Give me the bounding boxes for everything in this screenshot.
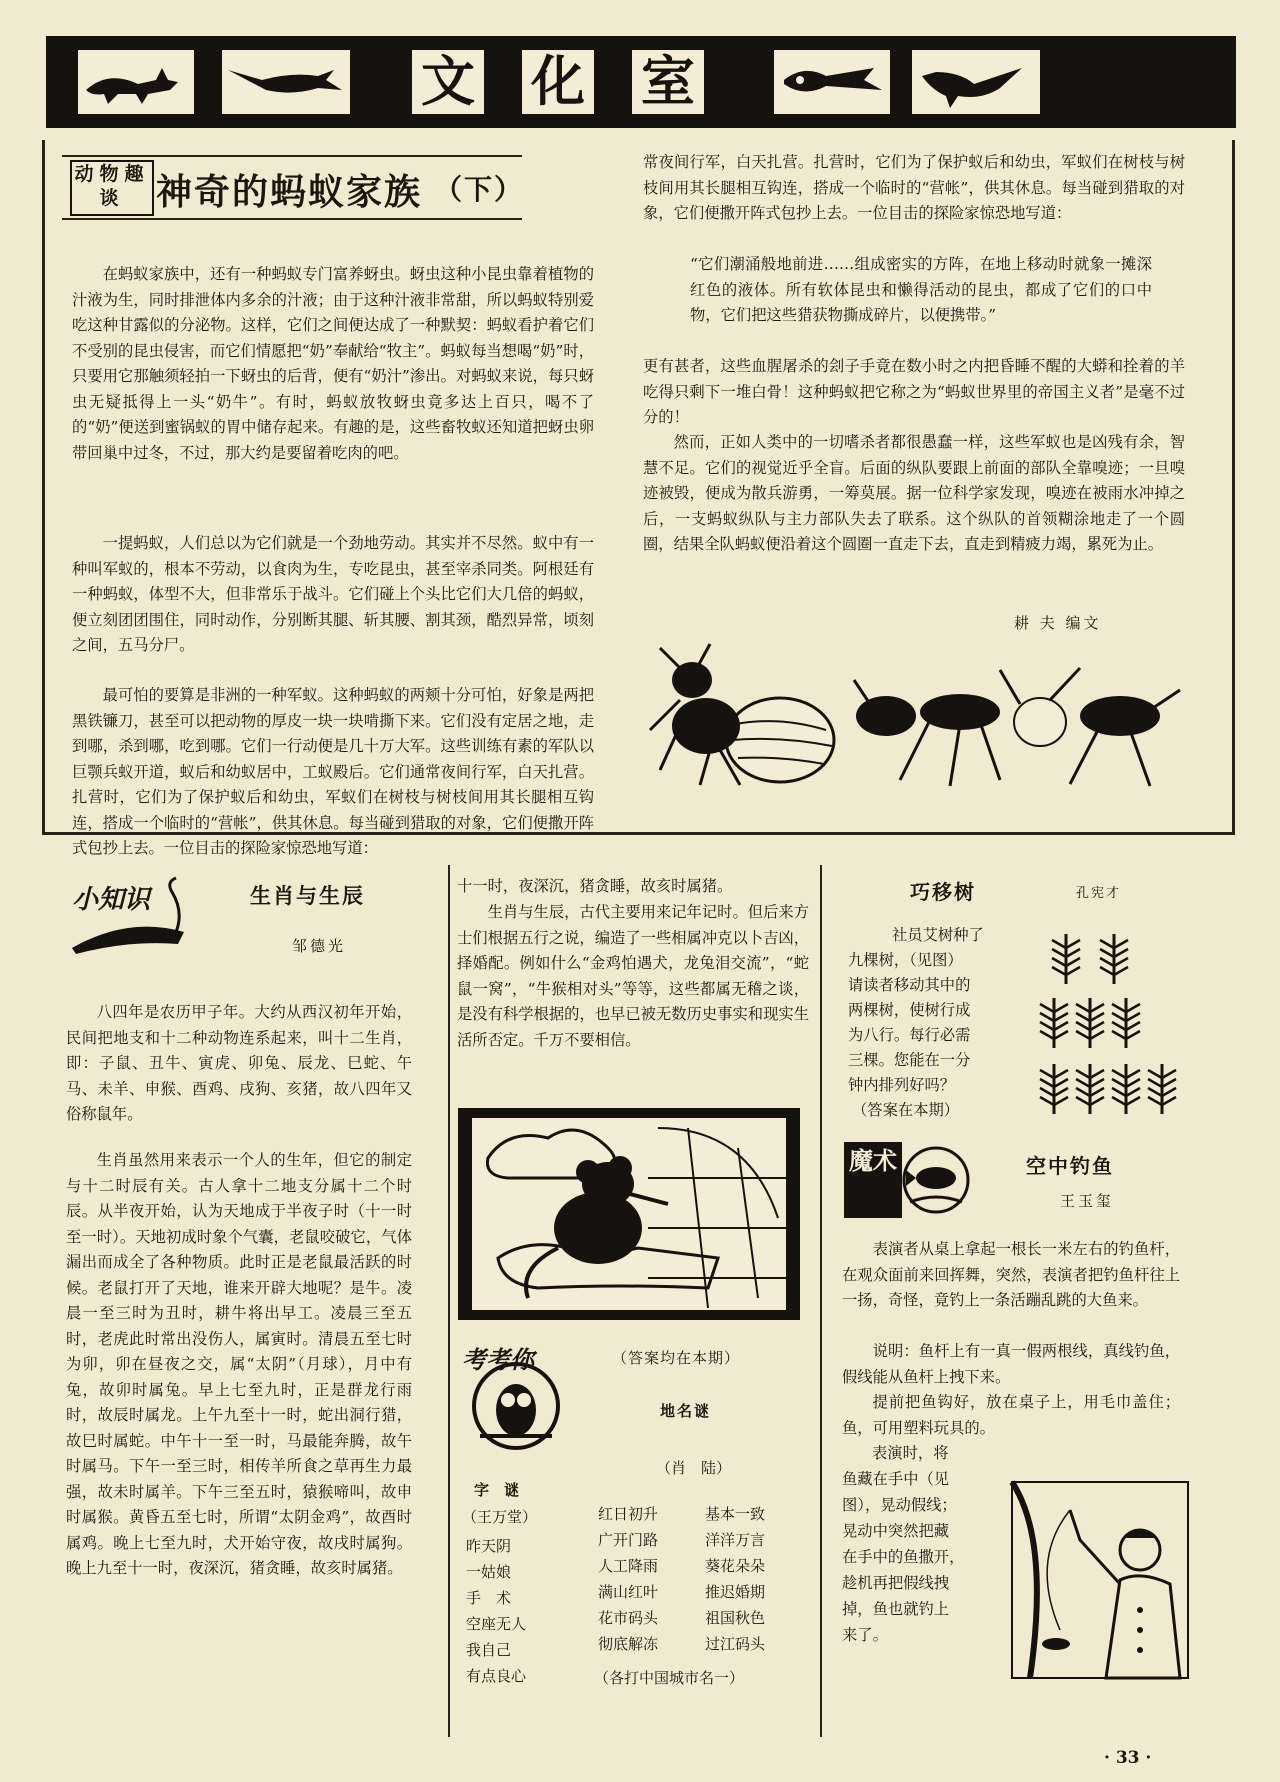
ant-illustration-2 <box>850 660 1190 790</box>
zodiac-author: 邹德光 <box>292 937 347 955</box>
banner-char-3: 室 <box>632 50 704 114</box>
magic-tail-line: 趁机再把假线拽 <box>842 1574 950 1592</box>
char-riddle-title: 字 谜 <box>474 1481 520 1499</box>
magic-paragraph-2: 说明：鱼杆上有一真一假两根线，真线钓鱼，假线能从鱼杆上拽下来。 <box>842 1342 1180 1386</box>
tree-icon <box>1040 1064 1068 1114</box>
banner-char-2: 化 <box>522 50 594 114</box>
magic-tail-line: 来了。 <box>842 1626 888 1644</box>
bird-emblem-icon <box>68 872 188 956</box>
tree-puzzle-line: 钟内排列好吗？ <box>848 1076 956 1094</box>
magic-paragraph-3: 提前把鱼钩好，放在桌子上，用毛巾盖住；鱼，可用塑料玩具的。 <box>842 1393 1180 1437</box>
place-riddle-left-item: 人工降雨 <box>598 1557 659 1575</box>
place-riddle-left-item: 满山红叶 <box>598 1583 659 1601</box>
place-riddle-right-item: 葵花朵朵 <box>705 1557 766 1575</box>
ant-paragraph-5: 然而，正如人类中的一切嗜杀者都很愚蠢一样，这些军蚁也是凶残有余，智慧不足。它们的视觉近乎全盲。后面的纵队要跟上前面的部队全靠嗅迹；一旦嗅迹被毁，便成为散兵游勇，一筹莫展。据一位科学家发现，嗅迹在被雨水冲掉之后，一支蚂蚁纵队与主力部队失去了联系。这个纵队的首领糊涂地走了一个圆圈，结果全队蚂蚁便沿着这个圆圈一直走下去，直走到精疲力竭，累死为止。 <box>643 433 1185 553</box>
ant-paragraph-1: 在蚂蚁家族中，还有一种蚂蚁专门富养蚜虫。蚜虫这种小昆虫靠着植物的汁液为生，同时排泄体内多余的汁液；由于这种汁液非常甜，所以蚂蚁特别爱吃这种甘露似的分泌物。这样，它们之间便达成了一种默契：蚂蚁看护着它们不受别的昆虫侵害，而它们情愿把“奶”奉献给“牧主”。蚂蚁每当想喝“奶”时，只要用它那触须轻拍一下蚜虫的后背，便有“奶汁”渗出。对蚂蚁来说，每只蚜虫无疑抵得上一头“奶牛”。有时，蚂蚁放牧蚜虫竟多达上百只，喝不了的“奶”便送到蜜锅蚁的胃中储存起来。有趣的是，这些畜牧蚁还知道把蚜虫卵带回巢中过冬，不过，那大约是要留着吃肉的吧。 <box>72 265 594 462</box>
tree-icon <box>1076 1064 1104 1114</box>
char-riddle-item: 空座无人 <box>466 1615 527 1633</box>
magic-paragraph-1: 表演者从桌上拿起一根长一米左右的钓鱼杆，在观众面前来回挥舞，突然，表演者把钓鱼杆往上一扬，奇怪，竟钓上一条活蹦乱跳的大鱼来。 <box>842 1240 1180 1309</box>
title-bottom-rule <box>62 218 522 220</box>
fish-banner-image <box>774 50 890 114</box>
quiz-note: （答案均在本期） <box>612 1349 741 1367</box>
char-riddle-item: 有点良心 <box>466 1667 527 1685</box>
magician-illustration <box>1010 1480 1190 1680</box>
tree-puzzle-line: 九棵树，（见图） <box>848 951 963 969</box>
ant-paragraph-2: 一提蚂蚁，人们总以为它们就是一个劲地劳动。其实并不尽然。蚁中有一种叫军蚁的，根本不劳动，以食肉为生，专吃昆虫，甚至宰杀同类。阿根廷有一种蚂蚁，体型不大，但非常乐于战斗。它们碰上个头比它们大几倍的蚂蚁，便立刻团团围住，同时动作，分别断其腿、斩其腰、割其颈，酷烈异常，顷刻之间，五马分尸。 <box>72 534 594 654</box>
zodiac-title: 生肖与生辰 <box>250 884 365 908</box>
place-riddle-right-item: 过江码头 <box>705 1635 766 1653</box>
char-riddle-item: 我自己 <box>466 1641 512 1659</box>
tree-grid-diagram <box>1032 916 1212 1126</box>
ant-illustration-1 <box>640 640 840 790</box>
zodiac-paragraph-2: 生肖虽然用来表示一个人的生年，但它的制定与十二时辰有关。古人拿十二地支分属十二个时辰。从半夜开始，认为天地成于半夜子时（十一时至一时）。天地初成时象个气囊，老鼠咬破它，气体漏出而成全了各种物质。此时正是老鼠最活跃的时候。老鼠打开了天地，谁来开辟大地呢？是牛。凌晨一至三时为丑时，耕牛将出早工。凌晨三至五时，老虎此时常出没伤人，属寅时。清晨五至七时为卯，卯在昼夜之交，属“太阴”（月球），月中有兔，故卯时属兔。早上七至九时，正是群龙行雨时，故辰时属龙。上午九至十一时，蛇出洞行猎，故巳时属蛇。中午十一至一时，马最能奔腾，故午时属马。下午一至三时，相传羊所食之草再生力最强，故未时属羊。下午三至五时，猿猴啼叫，故申时属猴。黄昏五至七时，所谓“太阴金鸡”，故酉时属鸡。晚上七至九时，犬开始守夜，故戌时属狗。晚上九至十一时，夜深沉，猪贪睡，故亥时属猪。 <box>66 1151 412 1577</box>
place-riddle-left-item: 广开门路 <box>598 1531 659 1549</box>
place-riddle-right-item: 推迟婚期 <box>705 1583 766 1601</box>
tree-puzzle-line: 为八行。每行必需 <box>848 1026 971 1044</box>
place-riddle-right-item: 基本一致 <box>705 1505 766 1523</box>
column-divider-1 <box>448 865 450 1737</box>
quiz-header: 考考你 <box>462 1346 534 1374</box>
place-riddle-right-item: 洋洋万言 <box>705 1531 766 1549</box>
magic-column-label: 魔术 <box>849 1147 897 1175</box>
zodiac-paragraph-2-tail: 十一时，夜深沉，猪贪睡，故亥时属猪。 <box>457 877 733 895</box>
bird-banner-image <box>222 50 350 114</box>
place-riddle-footer: （各打中国城市名一） <box>594 1669 745 1687</box>
magic-tail-line: 鱼藏在手中（见 <box>842 1470 950 1488</box>
place-riddle-author: （肖 陆） <box>656 1459 732 1477</box>
char-riddle-author: （王万堂） <box>462 1508 538 1526</box>
ant-byline: 耕 夫 编文 <box>1014 614 1102 632</box>
rat-illustration <box>458 1108 800 1320</box>
tree-icon <box>1148 1064 1176 1114</box>
right-border <box>1232 140 1235 835</box>
tree-icon <box>1112 1064 1140 1114</box>
tree-puzzle-line: 两棵树，使树行成 <box>848 1001 971 1019</box>
char-riddle-item: 昨天阴 <box>466 1537 512 1555</box>
ant-quote: “它们潮涌般地前进……组成密实的方阵，在地上移动时就象一摊深红色的液体。所有软体昆虫和懒得活动的昆虫，都成了它们的口中物，它们把这些猎获物撕成碎片，以便携带。” <box>690 255 1152 324</box>
tree-icon <box>1052 934 1080 984</box>
left-border <box>42 140 45 835</box>
magic-title: 空中钓鱼 <box>1026 1154 1114 1178</box>
tree-puzzle-author: 孔宪才 <box>1076 886 1122 901</box>
char-riddle-item: 一姑娘 <box>466 1563 512 1581</box>
place-riddle-left-item: 彻底解冻 <box>598 1635 659 1653</box>
magic-author: 王玉玺 <box>1060 1192 1115 1210</box>
ant-paragraph-3: 最可怕的要算是非洲的一种军蚁。这种蚂蚁的两颊十分可怕，好象是两把黑铁镰刀，甚至可以把动物的厚皮一块一块啃撕下来。它们没有定居之地，走到哪，杀到哪，吃到哪。它们一行动便是几十万大军。这些训练有素的军队以巨颚兵蚁开道，蚁后和幼蚁居中，工蚁殿后。它们通常夜间行军，白天扎营。扎营时，它们为了保护蚁后和幼虫，军蚁们在树枝与树枝间用其长腿相互钩连，搭成一个临时的“营帐”，供其休息。每当碰到猎取的对象，它们便撒开阵式包抄上去。一位目击的探险家惊恐地写道： <box>72 686 594 857</box>
zodiac-paragraph-1: 八四年是农历甲子年。大约从西汉初年开始，民间把地支和十二种动物连系起来，叫十二生肖，即：子鼠、丑牛、寅虎、卯兔、辰龙、巳蛇、午马、未羊、申猴、酉鸡、戌狗、亥猪，故八四年又俗称鼠年。 <box>66 1003 412 1123</box>
tree-puzzle-title: 巧移树 <box>910 880 976 904</box>
tree-puzzle-line: 三棵。您能在一分 <box>848 1051 971 1069</box>
tree-icon <box>1040 998 1068 1048</box>
banner-char-1: 文 <box>412 50 484 114</box>
ant-paragraph-3-tail: 常夜间行军，白天扎营。扎营时，它们为了保护蚁后和幼虫，军蚁们在树枝与树枝间用其长腿相互钩连，搭成一个临时的“营帐”，供其休息。每当碰到猎取的对象，它们便撒开阵式包抄上去。一位目击的探险家惊恐地写道： <box>643 153 1185 222</box>
column-divider-2 <box>820 865 822 1737</box>
fox-banner-image <box>78 50 194 114</box>
tree-puzzle-line: 社员艾树种了 <box>892 926 984 944</box>
article-title: 神奇的蚂蚁家族 <box>156 172 423 213</box>
place-riddle-left-item: 花市码头 <box>598 1609 659 1627</box>
article-part: （下） <box>434 173 525 206</box>
magic-tail-line: 晃动中突然把藏 <box>842 1522 950 1540</box>
knowledge-column-label: 小知识 <box>72 885 151 915</box>
section-banner <box>46 36 1236 128</box>
zodiac-paragraph-3: 生肖与生辰，古代主要用来记年记时。但后来方士们根据五行之说，编造了一些相属冲克以卜吉凶，择婚配。例如什么“金鸡怕遇犬，龙兔泪交流”，“蛇鼠一窝”，“牛猴相对头”等等，这些都属无稽之谈，是没有科学根据的，也早已被无数历史事实和现实生活所否定。千万不要相信。 <box>457 903 809 1049</box>
tree-icon <box>1112 998 1140 1048</box>
tree-icon <box>1100 934 1128 984</box>
page-number: · 33 · <box>1104 1748 1152 1768</box>
pheasant-banner-image <box>912 50 1040 114</box>
char-riddle-item: 手 术 <box>466 1589 512 1607</box>
place-riddle-right-item: 祖国秋色 <box>705 1609 766 1627</box>
tree-icon <box>1076 998 1104 1048</box>
magic-tail-line: 在手中的鱼撒开， <box>842 1548 965 1566</box>
magic-tail-line: 掉，鱼也就钓上 <box>842 1600 950 1618</box>
magic-tail-line: 图），晃动假线； <box>842 1496 957 1514</box>
tree-puzzle-line: （答案在本期） <box>852 1101 960 1119</box>
animal-column-label: 动物趣谈 <box>70 160 154 216</box>
magic-tail-line: 表演时，将 <box>872 1444 949 1462</box>
title-top-rule <box>62 155 522 157</box>
tree-puzzle-line: 请读者移动其中的 <box>848 976 971 994</box>
ant-paragraph-4: 更有甚者，这些血腥屠杀的刽子手竟在数小时之内把昏睡不醒的大蟒和拴着的羊吃得只剩下一堆白骨！这种蚂蚁把它称之为“蚂蚁世界里的帝国主义者”是毫不过分的！ <box>643 357 1185 426</box>
place-riddle-title: 地名谜 <box>660 1402 712 1420</box>
place-riddle-left-item: 红日初升 <box>598 1505 659 1523</box>
